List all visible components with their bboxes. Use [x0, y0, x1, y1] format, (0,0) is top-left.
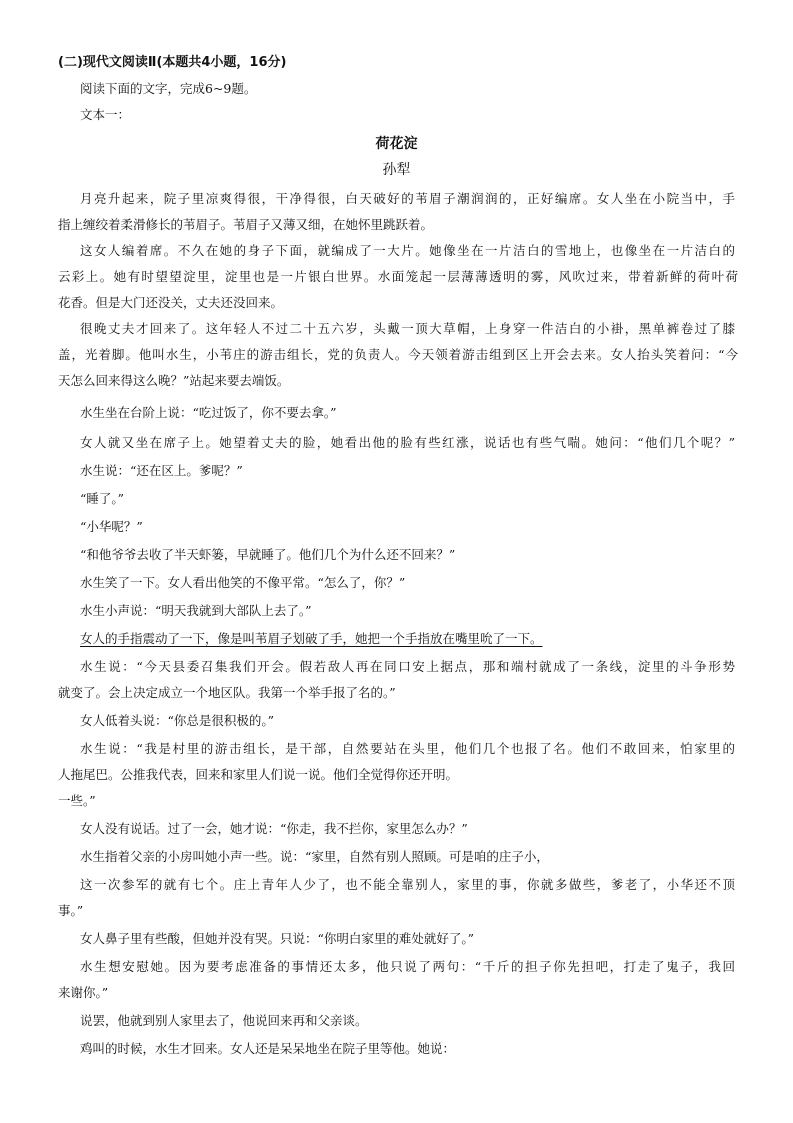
- story-line: 水生想安慰她。因为要考虑准备的事情还太多，他只说了两句：“千斤的担子你先担吧，打走了鬼子，我回: [80, 959, 735, 974]
- story-line: 云彩上。她有时望望淀里，淀里也是一片银白世界。水面笼起一层薄薄透明的雾，风吹过来，带着新鲜的荷叶荷: [58, 269, 738, 284]
- instruction-text: 阅读下面的文字，完成6~9题。: [80, 81, 257, 96]
- story-line: 水生指着父亲的小房叫她小声一些。说：“家里，自然有别人照顾。可是咱的庄子小，: [80, 849, 549, 864]
- underlined-sentence: 女人的手指震动了一下，像是叫苇眉子划破了手，她把一个手指放在嘴里吮了一下。: [80, 631, 543, 646]
- story-line: 人拖尾巴。公推我代表，回来和家里人们说一说。他们全觉得你还开明。: [58, 767, 459, 782]
- story-line: “小华呢？”: [80, 519, 143, 534]
- story-line: 一些。”: [58, 793, 96, 808]
- story-line: 这一次参军的就有七个。庄上青年人少了，也不能全靠别人，家里的事，你就多做些，爹老了，小华还不顶: [80, 877, 735, 892]
- story-line: 事。”: [58, 903, 84, 918]
- story-line: 就变了。会上决定成立一个地区队。我第一个举手报了名的。”: [58, 685, 396, 700]
- story-line: 水生说：“今天县委召集我们开会。假若敌人再在同口安上据点，那和端村就成了一条线，淀里的斗争形势: [80, 659, 735, 674]
- story-line: 水生笑了一下。女人看出他笑的不像平常。“怎么了，你？”: [80, 575, 406, 590]
- section-heading: (二)现代文阅读Ⅱ(本题共4小题，16分): [58, 55, 287, 70]
- story-line: 女人鼻子里有些酸，但她并没有哭。只说：“你明白家里的难处就好了。”: [80, 931, 475, 946]
- story-line: 水生坐在台阶上说：“吃过饭了，你不要去拿。”: [80, 405, 337, 420]
- story-line: 很晚丈夫才回来了。这年轻人不过二十五六岁，头戴一顶大草帽，上身穿一件洁白的小褂，黑单裤卷过了膝: [80, 321, 735, 336]
- story-line: 水生说：“还在区上。爹呢？”: [80, 463, 243, 478]
- story-line: 月亮升起来，院子里凉爽得很，干净得很，白天破好的苇眉子潮润润的，正好编席。女人坐在小院当中，手: [80, 191, 735, 206]
- text-label: 文本一：: [80, 107, 131, 122]
- story-line: “和他爷爷去收了半天虾篓，早就睡了。他们几个为什么还不回来？”: [80, 547, 456, 562]
- story-line: 这女人编着席。不久在她的身子下面，就编成了一大片。她像坐在一片洁白的雪地上，也像坐在一片洁白的: [80, 243, 735, 258]
- story-author: 孙犁: [382, 162, 411, 178]
- story-line: 鸡叫的时候，水生才回来。女人还是呆呆地坐在院子里等他。她说：: [80, 1041, 456, 1056]
- story-line: 女人就又坐在席子上。她望着丈夫的脸，她看出他的脸有些红涨，说话也有些气喘。她问：“他们几个呢？”: [80, 435, 735, 450]
- story-line: “睡了。”: [80, 491, 125, 506]
- story-line: 指上缠绞着柔滑修长的苇眉子。苇眉子又薄又细，在她怀里跳跃着。: [58, 217, 434, 232]
- story-line: 水生小声说：“明天我就到大部队上去了。”: [80, 603, 312, 618]
- story-line: 来谢你。”: [58, 985, 109, 1000]
- story-line: 说罢，他就到别人家里去了，他说回来再和父亲谈。: [80, 1013, 368, 1028]
- story-line: 水生说：“我是村里的游击组长，是干部，自然要站在头里，他们几个也报了名。他们不敢回来，怕家里的: [80, 741, 735, 756]
- story-title: 荷花淀: [375, 136, 418, 152]
- story-line: 盖，光着脚。他叫水生，小苇庄的游击组长，党的负责人。今天领着游击组到区上开会去来。女人抬头笑着问：“今: [58, 347, 738, 362]
- story-line: 女人没有说话。过了一会，她才说：“你走，我不拦你，家里怎么办？”: [80, 821, 468, 836]
- story-line: 女人低着头说：“你总是很积极的。”: [80, 713, 275, 728]
- story-line: 花香。但是大门还没关，丈夫还没回来。: [58, 295, 284, 310]
- story-line: 天怎么回来得这么晚？”站起来要去端饭。: [58, 373, 290, 388]
